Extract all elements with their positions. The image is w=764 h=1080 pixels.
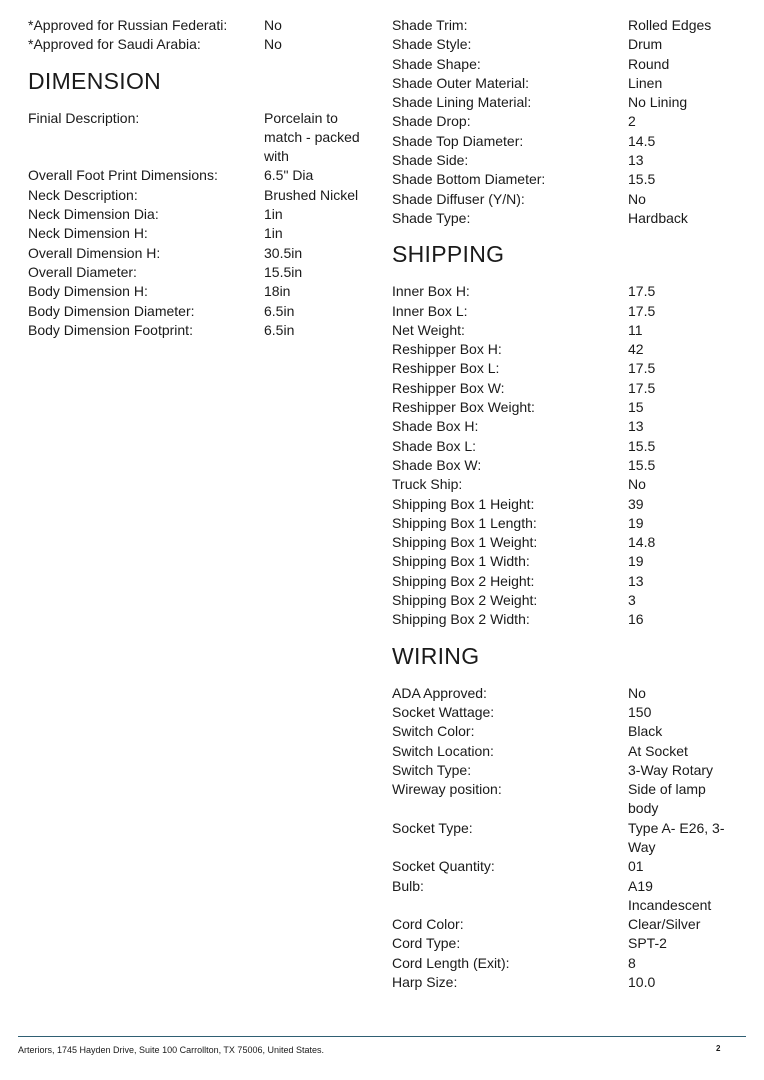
- spec-row: [392, 16, 752, 35]
- spec-value: 19: [628, 553, 644, 570]
- spec-row: [28, 35, 368, 54]
- spec-value: No: [628, 684, 646, 701]
- footer-divider: [18, 1036, 746, 1037]
- wiring-heading: WIRING: [392, 642, 480, 669]
- spec-value: Clear/Silver: [628, 916, 701, 933]
- spec-value: 17.5: [628, 360, 656, 377]
- spec-label: Shipping Box 1 Length:: [392, 514, 537, 531]
- spec-row: [28, 109, 368, 167]
- spec-label: Reshipper Box L:: [392, 360, 500, 377]
- spec-label: Shade Lining Material:: [392, 94, 532, 111]
- spec-label: Body Dimension Diameter:: [28, 302, 195, 319]
- spec-row: [392, 398, 752, 417]
- spec-row: [392, 742, 752, 761]
- spec-label: Shipping Box 1 Height:: [392, 495, 535, 512]
- approvals-list: [28, 16, 368, 55]
- spec-value: 15.5: [628, 437, 656, 454]
- spec-label: Overall Diameter:: [28, 263, 137, 280]
- spec-value: 30.5in: [264, 244, 303, 261]
- spec-label: Shipping Box 2 Weight:: [392, 592, 538, 609]
- spec-row: [392, 761, 752, 780]
- spec-label: *Approved for Russian Federati:: [28, 17, 228, 33]
- spec-label: Net Weight:: [392, 321, 465, 338]
- spec-label: Shade Shape:: [392, 55, 481, 72]
- spec-row: [392, 780, 752, 819]
- spec-value: 13: [628, 572, 644, 589]
- spec-label: Shade Diffuser (Y/N):: [392, 190, 525, 207]
- spec-label: Shade Side:: [392, 152, 469, 169]
- spec-label: Shipping Box 2 Height:: [392, 572, 535, 589]
- spec-value: 11: [628, 321, 643, 338]
- spec-label: Neck Dimension H:: [28, 225, 148, 242]
- spec-label: Switch Location:: [392, 742, 494, 759]
- spec-label: Shade Box W:: [392, 456, 482, 473]
- spec-label: Shade Outer Material:: [392, 74, 529, 91]
- spec-label: Switch Type:: [392, 761, 472, 778]
- spec-label: Wireway position:: [392, 781, 502, 798]
- spec-value: 13: [628, 152, 644, 169]
- spec-row: [28, 244, 368, 263]
- spec-value: 1in: [264, 225, 283, 242]
- spec-label: Shade Box L:: [392, 437, 477, 454]
- spec-label: Shade Top Diameter:: [392, 132, 524, 149]
- spec-label: Reshipper Box H:: [392, 341, 502, 358]
- spec-value: 15.5: [628, 456, 656, 473]
- spec-value: 18in: [264, 283, 291, 300]
- spec-label: Reshipper Box Weight:: [392, 399, 535, 416]
- spec-value: 15.5in: [264, 263, 303, 280]
- spec-value: 10.0: [628, 974, 656, 991]
- spec-row: [392, 112, 752, 131]
- dimension-heading: DIMENSION: [28, 67, 162, 94]
- spec-row: [392, 209, 752, 228]
- spec-row: [28, 166, 368, 185]
- spec-row: [392, 379, 752, 398]
- footer-address: Arteriors, 1745 Hayden Drive, Suite 100 Carrollton, TX 75006, United States.: [18, 1045, 324, 1055]
- spec-row: [392, 321, 752, 340]
- spec-row: [392, 552, 752, 571]
- spec-value: At Socket: [628, 742, 688, 759]
- spec-row: [392, 417, 752, 436]
- spec-label: Neck Description:: [28, 186, 138, 203]
- spec-label: Shipping Box 2 Width:: [392, 611, 530, 628]
- spec-value: 3-Way Rotary: [628, 761, 714, 778]
- spec-label: Shade Bottom Diameter:: [392, 171, 546, 188]
- spec-value: A19 Incandescent: [628, 877, 712, 913]
- spec-label: Neck Dimension Dia:: [28, 206, 159, 223]
- spec-row: [392, 954, 752, 973]
- spec-label: Shipping Box 1 Weight:: [392, 534, 538, 551]
- spec-row: [392, 722, 752, 741]
- spec-row: [28, 186, 368, 205]
- spec-label: Truck Ship:: [392, 476, 463, 493]
- spec-value: 16: [628, 611, 644, 628]
- spec-label: Switch Color:: [392, 723, 475, 740]
- spec-value: 8: [628, 954, 636, 971]
- spec-row: [392, 475, 752, 494]
- spec-row: [392, 495, 752, 514]
- spec-row: [392, 819, 752, 858]
- spec-row: [392, 572, 752, 591]
- spec-label: Finial Description:: [28, 109, 140, 126]
- spec-row: [392, 340, 752, 359]
- spec-row: [392, 55, 752, 74]
- spec-value: 6.5" Dia: [264, 167, 314, 184]
- spec-row: [392, 915, 752, 934]
- spec-label: Socket Type:: [392, 819, 473, 836]
- spec-value: Side of lamp body: [628, 781, 706, 817]
- spec-value: 1in: [264, 206, 283, 223]
- spec-row: [392, 151, 752, 170]
- spec-value: Drum: [628, 36, 663, 53]
- spec-row: [392, 93, 752, 112]
- shade-list: [392, 16, 752, 228]
- spec-label: Harp Size:: [392, 974, 458, 991]
- spec-value: 01: [628, 858, 644, 875]
- spec-label: Bulb:: [392, 877, 424, 894]
- spec-label: Overall Foot Print Dimensions:: [28, 167, 218, 184]
- spec-row: [28, 205, 368, 224]
- spec-row: [392, 610, 752, 629]
- spec-value: No: [628, 476, 646, 493]
- dimension-list: [28, 109, 368, 341]
- spec-label: *Approved for Saudi Arabia:: [28, 36, 201, 53]
- right-column: [392, 16, 752, 992]
- spec-label: Inner Box H:: [392, 283, 470, 300]
- spec-value: 42: [628, 341, 644, 358]
- spec-value: Linen: [628, 74, 663, 91]
- spec-value: Round: [628, 55, 670, 72]
- spec-label: Shade Style:: [392, 36, 472, 53]
- spec-row: [392, 437, 752, 456]
- spec-value: 17.5: [628, 302, 656, 319]
- left-column: [28, 16, 368, 340]
- spec-value: Rolled Edges: [628, 17, 712, 33]
- spec-value: No: [264, 36, 282, 53]
- spec-label: Reshipper Box W:: [392, 379, 505, 396]
- spec-value: 150: [628, 703, 652, 720]
- spec-row: [392, 533, 752, 552]
- spec-value: 14.8: [628, 534, 656, 551]
- spec-value: 15: [628, 399, 644, 416]
- spec-value: 19: [628, 514, 644, 531]
- spec-row: [28, 263, 368, 282]
- spec-label: ADA Approved:: [392, 684, 487, 701]
- spec-row: [28, 16, 368, 35]
- spec-row: [28, 224, 368, 243]
- spec-value: Type A- E26, 3-Way: [628, 819, 725, 855]
- spec-row: [392, 591, 752, 610]
- spec-value: No: [628, 190, 646, 207]
- spec-row: [392, 934, 752, 953]
- spec-value: 13: [628, 418, 644, 435]
- spec-row: [392, 132, 752, 151]
- spec-label: Body Dimension Footprint:: [28, 321, 193, 338]
- spec-value: 6.5in: [264, 302, 295, 319]
- page-number: 2: [716, 1044, 721, 1053]
- spec-value: Black: [628, 723, 663, 740]
- spec-row: [28, 321, 368, 340]
- spec-row: [392, 877, 752, 916]
- spec-value: Brushed Nickel: [264, 186, 359, 203]
- spec-row: [392, 282, 752, 301]
- spec-label: Cord Length (Exit):: [392, 954, 510, 971]
- spec-row: [28, 282, 368, 301]
- spec-row: [28, 302, 368, 321]
- spec-value: 6.5in: [264, 321, 295, 338]
- spec-value: 17.5: [628, 379, 656, 396]
- spec-label: Socket Quantity:: [392, 858, 495, 875]
- spec-row: [392, 703, 752, 722]
- spec-label: Cord Color:: [392, 916, 464, 933]
- spec-value: 3: [628, 592, 636, 609]
- spec-label: Body Dimension H:: [28, 283, 148, 300]
- spec-row: [392, 170, 752, 189]
- spec-row: [392, 973, 752, 992]
- spec-label: Shade Box H:: [392, 418, 479, 435]
- spec-row: [392, 302, 752, 321]
- spec-label: Shipping Box 1 Width:: [392, 553, 530, 570]
- spec-label: Cord Type:: [392, 935, 461, 952]
- spec-label: Shade Trim:: [392, 17, 468, 33]
- spec-value: 14.5: [628, 132, 656, 149]
- spec-label: Shade Type:: [392, 209, 471, 226]
- spec-row: [392, 456, 752, 475]
- spec-label: Shade Drop:: [392, 113, 471, 130]
- spec-value: No Lining: [628, 94, 688, 111]
- spec-value: No: [264, 17, 282, 33]
- spec-row: [392, 857, 752, 876]
- spec-row: [392, 684, 752, 703]
- spec-label: Overall Dimension H:: [28, 244, 161, 261]
- shipping-heading: SHIPPING: [392, 241, 505, 268]
- spec-value: 15.5: [628, 171, 656, 188]
- spec-row: [392, 74, 752, 93]
- spec-value: SPT-2: [628, 935, 667, 952]
- spec-value: 39: [628, 495, 644, 512]
- spec-value: Hardback: [628, 209, 688, 226]
- spec-label: Socket Wattage:: [392, 703, 495, 720]
- wiring-list: [392, 684, 752, 993]
- spec-row: [392, 35, 752, 54]
- spec-row: [392, 359, 752, 378]
- spec-label: Inner Box L:: [392, 302, 468, 319]
- spec-row: [392, 190, 752, 209]
- spec-value: 2: [628, 113, 636, 130]
- spec-value: Porcelain to match - packed with: [264, 109, 360, 165]
- spec-value: 17.5: [628, 283, 656, 300]
- shipping-list: [392, 282, 752, 629]
- spec-row: [392, 514, 752, 533]
